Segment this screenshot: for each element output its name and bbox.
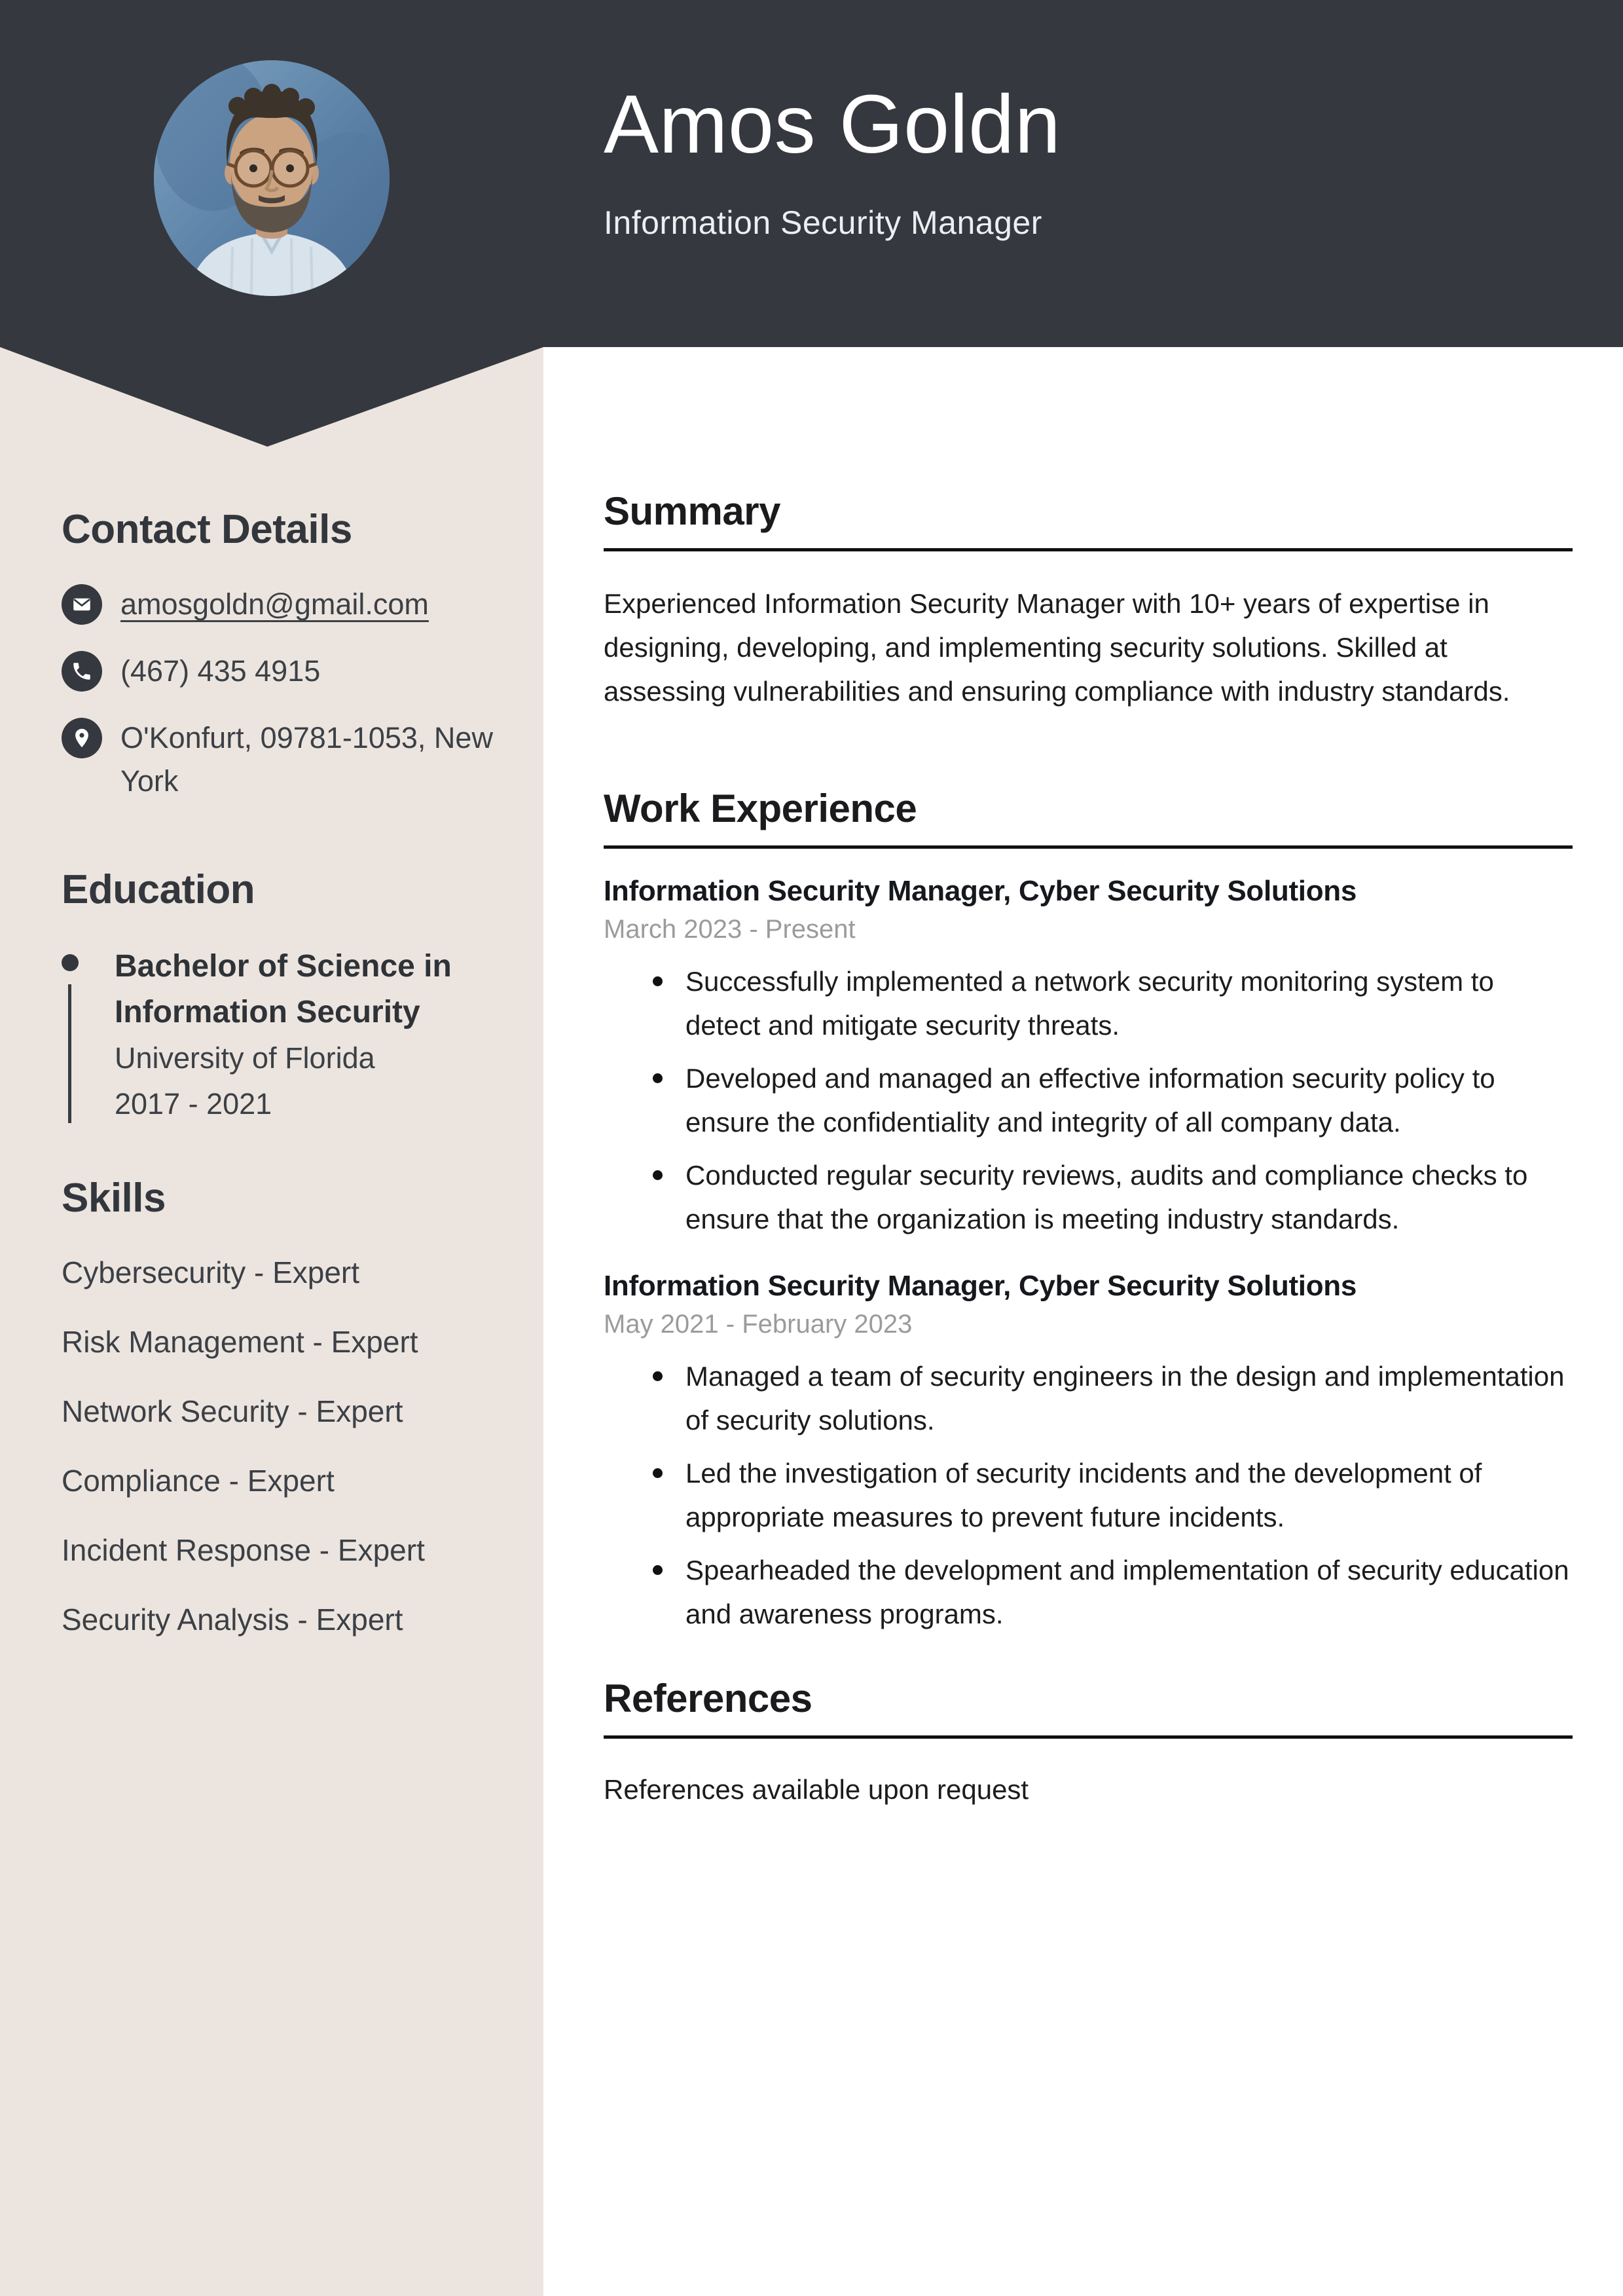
references-section xyxy=(604,1675,1573,1811)
contact-row-email xyxy=(62,583,514,626)
phone-icon xyxy=(62,651,102,692)
job-bullet: Spearheaded the development and implementation of security education and awareness programs. xyxy=(653,1548,1573,1636)
summary-section xyxy=(604,488,1573,713)
envelope-icon xyxy=(62,584,102,625)
person-job-title: Information Security Manager xyxy=(604,204,1042,241)
skill-item: Risk Management - Expert xyxy=(62,1325,418,1360)
skills-heading: Skills xyxy=(62,1175,166,1221)
profile-photo-illustration xyxy=(154,60,390,296)
education-degree: Bachelor of Science in Information Security xyxy=(115,948,452,1029)
job-dates: March 2023 - Present xyxy=(604,915,856,944)
job-bullet: Led the investigation of security incidents and the development of appropriate measures to prevent future incidents. xyxy=(653,1451,1573,1539)
skill-item: Cybersecurity - Expert xyxy=(62,1255,360,1290)
job-title: Information Security Manager, Cyber Security Solutions xyxy=(604,875,1357,907)
job-dates: May 2021 - February 2023 xyxy=(604,1310,913,1339)
references-text: References available upon request xyxy=(604,1774,1029,1805)
job-title: Information Security Manager, Cyber Security Solutions xyxy=(604,1270,1357,1302)
job-bullet-list xyxy=(604,1354,1573,1636)
person-name: Amos Goldn xyxy=(604,78,1061,170)
education-dates: 2017 - 2021 xyxy=(115,1086,272,1120)
contact-row-location xyxy=(62,716,514,803)
education-section xyxy=(62,866,514,1126)
job-bullet: Developed and managed an effective information security policy to ensure the confidentiality and integrity of all company data. xyxy=(653,1056,1573,1144)
skills-list xyxy=(62,1254,514,1638)
contact-email-value xyxy=(120,583,429,626)
contact-phone-value: (467) 435 4915 xyxy=(120,654,321,688)
job-bullet: Managed a team of security engineers in the design and implementation of security solutions. xyxy=(653,1354,1573,1442)
contact-location-value: O'Konfurt, 09781-1053, New York xyxy=(120,721,493,798)
education-item xyxy=(62,944,494,1127)
work-experience-section xyxy=(604,785,1573,1636)
skill-item: Network Security - Expert xyxy=(62,1394,403,1429)
job-bullet-list xyxy=(604,959,1573,1241)
skill-item: Compliance - Expert xyxy=(62,1464,335,1498)
job-entry-2 xyxy=(604,1267,1573,1636)
email-link[interactable]: amosgoldn@gmail.com xyxy=(120,587,429,621)
education-school: University of Florida xyxy=(115,1041,375,1075)
skills-section xyxy=(62,1174,514,1638)
references-heading: References xyxy=(604,1675,1573,1739)
education-heading: Education xyxy=(62,867,255,913)
skill-item: Incident Response - Expert xyxy=(62,1533,425,1568)
job-bullet: Successfully implemented a network security monitoring system to detect and mitigate security threats. xyxy=(653,959,1573,1047)
contact-details-heading: Contact Details xyxy=(62,507,352,552)
summary-heading: Summary xyxy=(604,488,1573,551)
contact-row-phone xyxy=(62,650,514,693)
location-pin-icon xyxy=(62,718,102,758)
skill-item: Security Analysis - Expert xyxy=(62,1602,403,1637)
summary-text: Experienced Information Security Manager with 10+ years of expertise in designing, developing, and implementing security solutions. Skilled at assessing vulnerabilities and ensuring compliance with industry standards. xyxy=(604,588,1510,707)
job-entry-1 xyxy=(604,872,1573,1241)
contact-rows xyxy=(62,583,514,803)
work-experience-heading: Work Experience xyxy=(604,785,1573,849)
header-identity xyxy=(604,77,1573,242)
job-bullet: Conducted regular security reviews, audits and compliance checks to ensure that the organization is meeting industry standards. xyxy=(653,1153,1573,1241)
profile-photo xyxy=(154,60,390,296)
